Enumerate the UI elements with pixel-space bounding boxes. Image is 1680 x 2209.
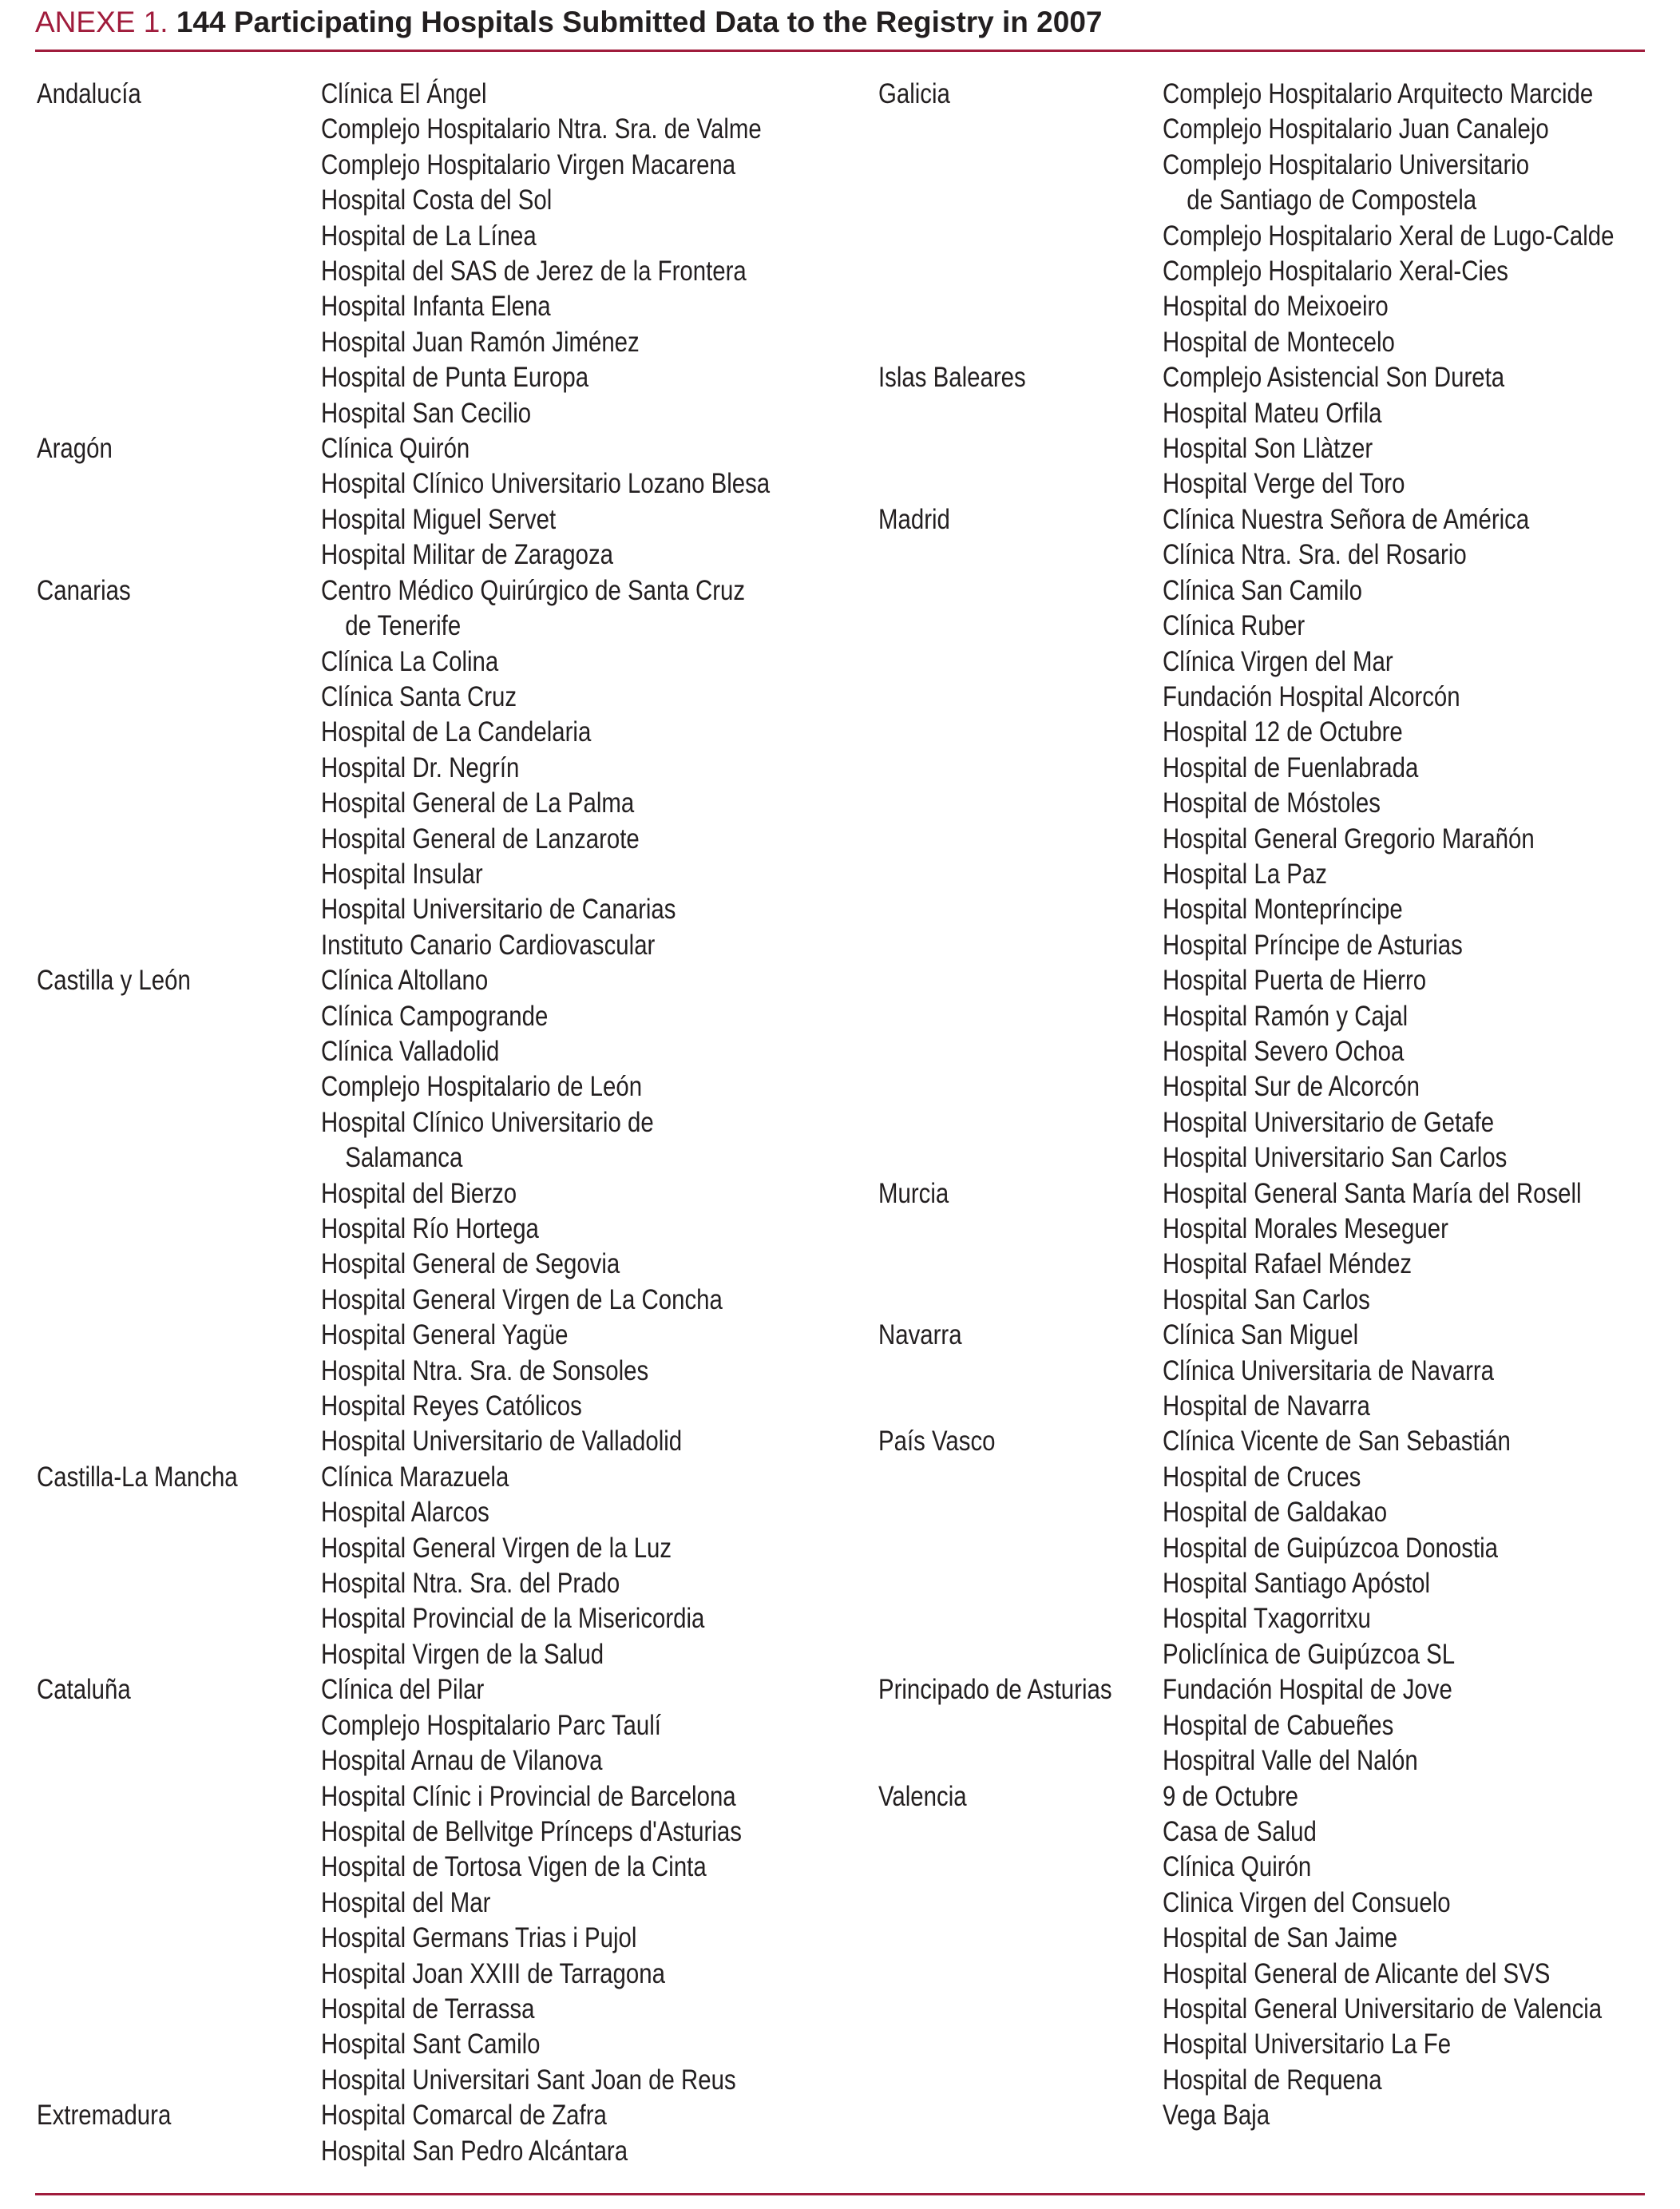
hospital-name: Clínica Marazuela (321, 1461, 509, 1493)
hospital-entry (1163, 1034, 1614, 1069)
hospital-entry (1163, 148, 1614, 219)
hospital-name: Clinica Virgen del Consuelo (1163, 1886, 1451, 1918)
hospital-name: Hospitral Valle del Nalón (1163, 1745, 1418, 1777)
hospital-name: Hospital Príncipe de Asturias (1163, 929, 1463, 961)
hospital-name: Hospital Infanta Elena (321, 291, 551, 323)
hospital-name: Complejo Hospitalario Juan Canalejo (1163, 113, 1549, 145)
hospital-entry (1163, 1140, 1614, 1176)
hospital-entry (321, 1247, 770, 1282)
region-group (878, 77, 1680, 360)
annex-title-text: 144 Participating Hospitals Submitted Data to the Registry in 2007 (176, 6, 1103, 38)
hospital-list (321, 2098, 855, 2169)
hospital-list (321, 431, 855, 573)
region-group (878, 1318, 1680, 1424)
hospital-entry (1163, 1318, 1614, 1353)
region-group (37, 2098, 855, 2169)
hospital-name: Clínica del Pilar (321, 1674, 485, 1706)
hospital-name: Hospital Son Llàtzer (1163, 433, 1373, 465)
hospital-entry (321, 360, 770, 395)
hospital-entry (1163, 928, 1614, 963)
hospital-name: Hospital Universitari Sant Joan de Reus (321, 2064, 736, 2096)
hospital-entry (321, 1318, 770, 1353)
hospital-name: Hospital del SAS de Jerez de la Frontera (321, 256, 747, 288)
annex-header (35, 0, 1645, 52)
hospital-name: Hospital de Móstoles (1163, 787, 1381, 819)
hospital-name: Hospital 12 de Octubre (1163, 716, 1403, 748)
region-name: Aragón (37, 433, 113, 465)
hospital-name: Hospital San Cecilio (321, 397, 532, 429)
region-group (37, 431, 855, 573)
hospital-entry (1163, 1283, 1614, 1318)
hospital-name: Hospital Verge del Toro (1163, 468, 1405, 500)
region-name: País Vasco (878, 1426, 996, 1457)
hospital-name: Complejo Hospitalario Arquitecto Marcide (1163, 78, 1594, 109)
hospital-name: Hospital Militar de Zaragoza (321, 539, 614, 571)
hospital-name: Hospital Clínico Universitario Lozano Blesa (321, 468, 771, 500)
hospital-entry (321, 2098, 770, 2133)
hospital-name: Hospital del Mar (321, 1886, 491, 1918)
hospital-entry (1163, 1743, 1614, 1779)
hospital-name: Hospital Joan XXIII de Tarragona (321, 1957, 665, 1989)
hospital-name: Hospital Germans Trias i Pujol (321, 1922, 637, 1954)
region-name: Andalucía (37, 78, 141, 109)
hospital-name: Clínica Vicente de San Sebastián (1163, 1426, 1511, 1457)
hospital-name: Hospital Ntra. Sra. del Prado (321, 1568, 620, 1600)
hospital-entry (321, 289, 770, 324)
region-name: Madrid (878, 503, 950, 535)
hospital-name: Complejo Hospitalario Universitario (1163, 149, 1530, 180)
hospital-list (1163, 1779, 1680, 2134)
hospital-entry (1163, 1176, 1614, 1212)
hospital-entry (1163, 786, 1614, 821)
hospital-name: Hospital General Virgen de La Concha (321, 1283, 723, 1315)
hospital-name: Complejo Hospitalario de León (321, 1071, 643, 1103)
hospital-entry (1163, 892, 1614, 927)
hospital-name: Centro Médico Quirúrgico de Santa Cruz (321, 574, 746, 606)
hospital-entry (1163, 1354, 1614, 1389)
hospital-entry (1163, 77, 1614, 112)
region-name: Valencia (878, 1780, 967, 1812)
hospital-name: Hospital San Pedro Alcántara (321, 2135, 628, 2167)
hospital-entry (1163, 680, 1614, 715)
hospital-name: Hospital Clínic i Provincial de Barcelona (321, 1780, 736, 1812)
hospital-name: Hospital General de Alicante del SVS (1163, 1957, 1551, 1989)
region-group (878, 1779, 1680, 2134)
hospital-entry (321, 1672, 770, 1707)
hospital-entry (321, 1460, 770, 1495)
hospital-entry (1163, 609, 1614, 644)
hospital-name: Hospital General Yagüe (321, 1319, 569, 1351)
region-name: Principado de Asturias (878, 1674, 1112, 1706)
hospital-name: Hospital de Guipúzcoa Donostia (1163, 1532, 1499, 1564)
hospital-name: Policlínica de Guipúzcoa SL (1163, 1638, 1456, 1670)
hospital-entry (321, 77, 770, 112)
hospital-list (1163, 502, 1680, 1176)
hospital-name: Clínica Quirón (1163, 1851, 1312, 1883)
hospital-entry (1163, 1601, 1614, 1636)
hospital-entry (321, 1566, 770, 1601)
hospital-entry (1163, 1531, 1614, 1566)
bottom-divider (35, 2193, 1645, 2195)
hospital-entry (321, 680, 770, 715)
hospital-entry (321, 1708, 770, 1743)
hospital-list (1163, 1318, 1680, 1424)
region-name: Castilla y León (37, 965, 191, 997)
hospital-name: Hospital de La Línea (321, 220, 537, 252)
hospital-entry (321, 1354, 770, 1389)
hospital-name: Clínica Universitaria de Navarra (1163, 1354, 1495, 1386)
hospital-entry (321, 715, 770, 750)
hospital-name: Hospital Clínico Universitario de (321, 1106, 654, 1138)
hospital-entry (1163, 1921, 1614, 1956)
hospital-entry (1163, 2063, 1614, 2098)
hospital-entry (321, 1779, 770, 1814)
hospital-name: Hospital Puerta de Hierro (1163, 965, 1427, 997)
hospital-entry (1163, 2027, 1614, 2062)
hospital-name: Casa de Salud (1163, 1815, 1317, 1847)
hospital-name: Clínica Valladolid (321, 1035, 500, 1067)
hospital-entry (1163, 999, 1614, 1034)
hospital-name: Hospital Dr. Negrín (321, 752, 520, 783)
hospital-entry (321, 963, 770, 998)
region-group (37, 963, 855, 1460)
hospital-entry (321, 573, 770, 644)
hospital-name: Complejo Hospitalario Parc Taulí (321, 1709, 661, 1741)
hospital-list (1163, 1672, 1680, 1779)
hospital-entry (321, 1957, 770, 1992)
hospital-list (321, 1460, 855, 1672)
region-group (37, 1460, 855, 1672)
region-group (878, 502, 1680, 1176)
hospital-entry (1163, 715, 1614, 750)
hospital-entry (321, 786, 770, 821)
hospital-name: Hospital Rafael Méndez (1163, 1248, 1413, 1280)
hospital-name: Hospital Txagorritxu (1163, 1603, 1371, 1635)
hospital-name: Clínica La Colina (321, 645, 499, 677)
annex-label-separator: . (160, 6, 168, 38)
hospital-entry (1163, 1460, 1614, 1495)
region-name: Canarias (37, 574, 131, 606)
region-group (878, 1176, 1680, 1319)
hospital-entry (321, 1886, 770, 1921)
hospital-entry (1163, 1389, 1614, 1424)
hospital-name: Hospital de Punta Europa (321, 362, 589, 394)
hospital-name: Instituto Canario Cardiovascular (321, 929, 656, 961)
hospital-name: Hospital General Gregorio Marañón (1163, 823, 1535, 855)
hospital-entry (1163, 573, 1614, 609)
hospital-entry (1163, 751, 1614, 786)
hospital-entry (1163, 1212, 1614, 1247)
hospital-name: Clínica Ruber (1163, 610, 1306, 642)
hospital-entry (321, 466, 770, 502)
hospital-name: Hospital de San Jaime (1163, 1922, 1398, 1954)
hospital-entry (1163, 396, 1614, 431)
hospital-name: Hospital Morales Meseguer (1163, 1213, 1448, 1244)
hospital-name: Hospital Comarcal de Zafra (321, 2100, 607, 2132)
hospital-name: Hospital Miguel Servet (321, 503, 557, 535)
hospital-entry (321, 1495, 770, 1530)
hospital-name: Complejo Hospitalario Xeral-Cies (1163, 256, 1509, 288)
hospital-name: Hospital de Terrassa (321, 1993, 535, 2025)
region-group (878, 1672, 1680, 1779)
hospital-name: Hospital Mateu Orfila (1163, 397, 1382, 429)
hospital-entry (321, 396, 770, 431)
hospital-name: Hospital de Cabueñes (1163, 1709, 1394, 1741)
region-name: Murcia (878, 1177, 949, 1209)
hospital-list (321, 77, 855, 431)
hospital-name: Hospital de Fuenlabrada (1163, 752, 1419, 783)
hospital-name-continuation: de Santiago de Compostela (1187, 184, 1477, 216)
hospital-name: Hospital Universitario La Fe (1163, 2029, 1452, 2060)
hospital-name: 9 de Octubre (1163, 1780, 1298, 1812)
hospital-entry (321, 1921, 770, 1956)
hospital-list (1163, 1424, 1680, 1672)
hospital-entry (1163, 1850, 1614, 1885)
hospital-entry (1163, 254, 1614, 289)
hospital-entry (321, 822, 770, 857)
hospital-entry (1163, 360, 1614, 395)
hospital-entry (1163, 502, 1614, 537)
hospital-entry (321, 1814, 770, 1850)
hospital-name: Clínica Virgen del Mar (1163, 645, 1393, 677)
hospital-name: Hospital General de Lanzarote (321, 823, 640, 855)
hospital-name: Hospital Sant Camilo (321, 2029, 541, 2060)
hospital-list (1163, 1176, 1680, 1319)
hospital-entry (321, 1389, 770, 1424)
hospital-entry (321, 2134, 770, 2169)
hospital-entry (1163, 1886, 1614, 1921)
hospital-entry (1163, 219, 1614, 254)
hospital-name-continuation: de Tenerife (345, 610, 462, 642)
hospital-entry (321, 1531, 770, 1566)
hospital-name: Hospital Santiago Apóstol (1163, 1568, 1431, 1600)
hospital-name: Hospital do Meixoeiro (1163, 291, 1389, 323)
hospital-name: Hospital Reyes Católicos (321, 1390, 582, 1422)
hospital-entry (321, 1637, 770, 1672)
hospital-name: Complejo Hospitalario Ntra. Sra. de Valme (321, 113, 762, 145)
hospital-list (1163, 77, 1680, 360)
hospital-entry (321, 219, 770, 254)
hospital-name: Clínica Ntra. Sra. del Rosario (1163, 539, 1467, 571)
hospital-name: Complejo Asistencial Son Dureta (1163, 362, 1505, 394)
hospital-name: Hospital Universitario de Getafe (1163, 1106, 1495, 1138)
region-name: Castilla-La Mancha (37, 1461, 238, 1493)
hospital-entry (321, 1424, 770, 1459)
hospital-name: Clínica El Ángel (321, 78, 487, 109)
hospital-name: Hospital Ramón y Cajal (1163, 1000, 1409, 1032)
hospital-entry (321, 1034, 770, 1069)
hospital-name: Hospital Ntra. Sra. de Sonsoles (321, 1354, 649, 1386)
hospital-name: Vega Baja (1163, 2100, 1270, 2132)
hospital-entry (1163, 1779, 1614, 1814)
region-name: Galicia (878, 78, 950, 109)
hospital-entry (321, 1069, 770, 1104)
hospital-entry (1163, 1672, 1614, 1707)
region-group (37, 77, 855, 431)
hospital-name: Complejo Hospitalario Virgen Macarena (321, 149, 736, 180)
hospital-list (321, 573, 855, 963)
hospital-entry (321, 112, 770, 147)
hospital-entry (321, 183, 770, 218)
hospital-entry (1163, 822, 1614, 857)
region-group (37, 573, 855, 963)
hospital-entry (1163, 1814, 1614, 1850)
hospital-entry (321, 537, 770, 573)
hospital-name: Hospital Juan Ramón Jiménez (321, 326, 640, 358)
hospital-entry (321, 1601, 770, 1636)
hospital-entry (1163, 1708, 1614, 1743)
hospital-entry (1163, 857, 1614, 892)
hospital-entry (1163, 963, 1614, 998)
hospital-name: Hospital del Bierzo (321, 1177, 517, 1209)
hospital-entry (1163, 1424, 1614, 1459)
hospital-list (321, 963, 855, 1460)
hospital-entry (1163, 1637, 1614, 1672)
hospital-list (1163, 360, 1680, 502)
hospital-entry (321, 431, 770, 466)
hospital-entry (1163, 644, 1614, 680)
hospital-entry (1163, 1957, 1614, 1992)
hospital-entry (321, 1850, 770, 1885)
hospital-name: Hospital Virgen de la Salud (321, 1638, 604, 1670)
hospital-name: Clínica Nuestra Señora de América (1163, 503, 1530, 535)
region-name: Cataluña (37, 1674, 131, 1706)
hospital-entry (1163, 1495, 1614, 1530)
hospital-name: Hospital Universitario de Canarias (321, 894, 676, 926)
hospital-name: Hospital de Montecelo (1163, 326, 1395, 358)
hospital-entry (1163, 431, 1614, 466)
hospital-name: Hospital Universitario de Valladolid (321, 1426, 683, 1457)
hospital-name: Hospital La Paz (1163, 858, 1327, 890)
hospital-name: Fundación Hospital Alcorcón (1163, 680, 1460, 712)
hospital-name: Hospital de Requena (1163, 2064, 1382, 2096)
hospital-name: Hospital Severo Ochoa (1163, 1035, 1405, 1067)
hospital-name: Hospital General Virgen de la Luz (321, 1532, 672, 1564)
left-column (37, 77, 855, 2169)
hospital-name: Hospital Insular (321, 858, 483, 890)
hospital-name-continuation: Salamanca (345, 1142, 463, 1174)
hospital-entry (1163, 466, 1614, 502)
hospital-entry (321, 1176, 770, 1212)
hospital-entry (1163, 1992, 1614, 2027)
hospital-entry (321, 1992, 770, 2027)
region-group (37, 1672, 855, 2098)
hospital-name: Hospital Río Hortega (321, 1213, 539, 1244)
hospital-name: Hospital General de Segovia (321, 1248, 620, 1280)
hospital-entry (321, 1743, 770, 1779)
hospital-name: Fundación Hospital de Jove (1163, 1674, 1452, 1706)
region-group (878, 360, 1680, 502)
hospital-name: Hospital de Bellvitge Prínceps d'Asturias (321, 1815, 742, 1847)
hospital-name: Complejo Hospitalario Xeral de Lugo-Calde (1163, 220, 1615, 252)
hospital-entry (321, 857, 770, 892)
hospital-name: Hospital Costa del Sol (321, 184, 553, 216)
hospital-entry (321, 502, 770, 537)
hospital-entry (1163, 1069, 1614, 1104)
annex-title (35, 5, 1103, 40)
annex-label: ANEXE 1 (35, 6, 160, 38)
region-name: Islas Baleares (878, 362, 1026, 394)
hospital-name: Hospital Universitario San Carlos (1163, 1142, 1508, 1174)
hospital-entry (321, 2063, 770, 2098)
hospital-name: Hospital de Galdakao (1163, 1497, 1388, 1529)
region-name: Extremadura (37, 2100, 172, 2132)
hospital-name: Hospital de Tortosa Vigen de la Cinta (321, 1851, 707, 1883)
hospital-entry (321, 1283, 770, 1318)
hospital-name: Hospital General Santa María del Rosell (1163, 1177, 1582, 1209)
hospital-entry (321, 254, 770, 289)
hospital-name: Hospital Montepríncipe (1163, 894, 1403, 926)
hospital-entry (321, 148, 770, 183)
hospital-name: Hospital General de La Palma (321, 787, 635, 819)
hospital-name: Hospital de La Candelaria (321, 716, 592, 748)
region-group (878, 1424, 1680, 1672)
hospital-name: Hospital Alarcos (321, 1497, 489, 1529)
hospital-entry (1163, 1105, 1614, 1140)
hospital-entry (1163, 2098, 1614, 2133)
hospital-list (321, 1672, 855, 2098)
right-column (878, 77, 1680, 2134)
hospital-name: Clínica Altollano (321, 965, 489, 997)
hospital-entry (321, 928, 770, 963)
hospital-entry (321, 892, 770, 927)
hospital-entry (1163, 112, 1614, 147)
hospital-name: Hospital General Universitario de Valencia (1163, 1993, 1603, 2025)
hospital-entry (321, 999, 770, 1034)
hospital-name: Hospital Sur de Alcorcón (1163, 1071, 1420, 1103)
hospital-entry (321, 751, 770, 786)
hospital-entry (1163, 289, 1614, 324)
hospital-name: Clínica Campogrande (321, 1000, 549, 1032)
hospital-entry (1163, 325, 1614, 360)
hospital-entry (1163, 1247, 1614, 1282)
hospital-name: Hospital Arnau de Vilanova (321, 1745, 603, 1777)
region-name: Navarra (878, 1319, 962, 1351)
hospital-entry (1163, 537, 1614, 573)
hospital-entry (321, 2027, 770, 2062)
hospital-name: Clínica San Miguel (1163, 1319, 1359, 1351)
hospital-entry (1163, 1566, 1614, 1601)
hospital-entry (321, 1212, 770, 1247)
hospital-entry (321, 1105, 770, 1176)
hospital-name: Hospital de Navarra (1163, 1390, 1370, 1422)
hospital-name: Clínica Santa Cruz (321, 680, 517, 712)
hospital-name: Hospital de Cruces (1163, 1461, 1361, 1493)
hospital-name: Clínica San Camilo (1163, 574, 1363, 606)
hospital-name: Hospital Provincial de la Misericordia (321, 1603, 705, 1635)
hospital-name: Clínica Quirón (321, 433, 470, 465)
hospital-name: Hospital San Carlos (1163, 1283, 1370, 1315)
hospital-entry (321, 325, 770, 360)
hospital-entry (321, 644, 770, 680)
